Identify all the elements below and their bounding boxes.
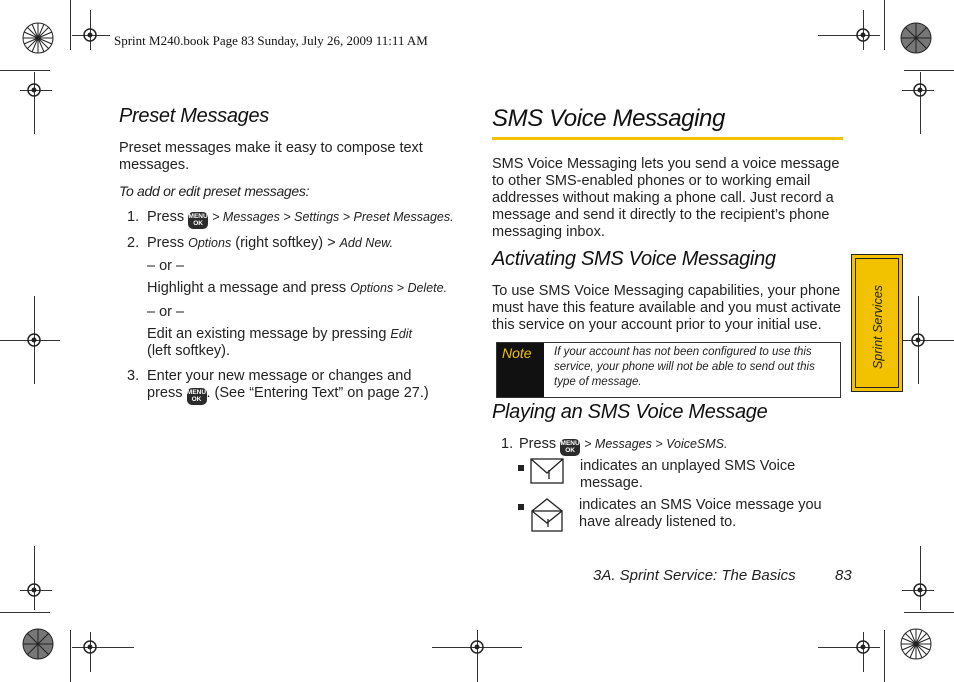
- alt-option-2-cont: (left softkey).: [147, 343, 230, 359]
- bullet: [518, 465, 524, 471]
- step-2: [127, 235, 393, 252]
- alt-option-2: Edit an existing message by pressing Edit: [147, 326, 412, 342]
- color-target-icon: [900, 628, 932, 660]
- crop-line: [904, 612, 954, 613]
- note-box: [496, 342, 841, 398]
- crop-line: [0, 70, 50, 71]
- softkey-label: Options: [188, 236, 232, 250]
- registration-mark-icon: [81, 26, 99, 44]
- step-3: 3. Enter your new message or changes and: [127, 368, 412, 384]
- menu-ok-key-icon: MENU OK: [186, 388, 207, 403]
- registration-mark-icon: [909, 331, 927, 349]
- footer-section: 3A. Sprint Service: The Basics: [593, 567, 796, 584]
- step-text: (right softkey) >: [235, 235, 336, 251]
- step-number: 3.: [127, 368, 140, 384]
- menu-ok-key-icon: MENU OK: [560, 439, 580, 454]
- page-number: 83: [835, 567, 852, 584]
- color-target-icon: [22, 628, 54, 660]
- registration-mark-icon: [911, 581, 929, 599]
- crop-line: [904, 70, 954, 71]
- preset-intro: Preset messages make it easy to compose text messages.: [119, 140, 423, 173]
- crop-line: [34, 546, 35, 610]
- note-text: If your account has not been configured to use this service, your phone will not be able to send out this type of message.: [554, 346, 815, 388]
- step-number: 2.: [127, 235, 140, 251]
- crop-line: [920, 546, 921, 610]
- step-number: 1.: [501, 436, 514, 452]
- play-step-1: 1. Press MENU OK > Messages > VoiceSMS.: [501, 436, 728, 454]
- alt-option-1: Highlight a message and press Options > Delete.: [147, 280, 448, 296]
- unplayed-description: indicates an unplayed SMS Voice message.: [580, 458, 796, 491]
- bullet: [518, 504, 524, 510]
- menu-path: > Messages > VoiceSMS.: [584, 437, 728, 451]
- sms-voice-title: SMS Voice Messaging: [492, 105, 725, 132]
- crop-line: [884, 0, 885, 50]
- registration-mark-icon: [468, 638, 486, 656]
- step-number: 1.: [127, 209, 140, 225]
- side-tab-label: Sprint Services: [871, 284, 885, 370]
- title-underline: [492, 137, 843, 140]
- registration-mark-icon: [81, 638, 99, 656]
- sms-voice-intro: SMS Voice Messaging lets you send a voice message to other SMS-enabled phones or to working email addresses without making a phone call. Just record a message and send it directly to the recipient’s phone messaging inbox.: [492, 156, 840, 240]
- section-side-tab: [851, 254, 903, 392]
- registration-mark-icon: [854, 638, 872, 656]
- step-1: [127, 209, 454, 229]
- side-tab-border: [855, 258, 899, 388]
- menu-ok-key-icon: MENU OK: [188, 212, 208, 227]
- registration-mark-icon: [25, 581, 43, 599]
- registration-mark-icon: [911, 81, 929, 99]
- menu-path: > Messages > Settings > Preset Messages.: [212, 210, 454, 224]
- crop-line: [70, 0, 71, 50]
- activating-text: To use SMS Voice Messaging capabilities, your phone must have this feature available and you must activate this service on your account prior to your initial use.: [492, 283, 841, 333]
- color-target-icon: [22, 22, 54, 54]
- playing-title: Playing an SMS Voice Message: [492, 401, 768, 423]
- step-3-cont: press MENU OK . (See “Entering Text” on page 27.): [147, 385, 429, 403]
- played-description: indicates an SMS Voice message you have already listened to.: [579, 497, 822, 530]
- step-text: Press: [147, 235, 185, 251]
- note-label: Note: [497, 343, 544, 397]
- or-separator: – or –: [147, 258, 185, 274]
- color-target-icon: [900, 22, 932, 54]
- registration-mark-icon: [854, 26, 872, 44]
- preset-messages-title: Preset Messages: [119, 105, 270, 127]
- crop-line: [884, 630, 885, 682]
- unplayed-voice-message-icon: [530, 457, 564, 485]
- crop-line: [70, 630, 71, 682]
- book-header: Sprint M240.book Page 83 Sunday, July 26, 2009 11:11 AM: [114, 33, 428, 48]
- registration-mark-icon: [25, 81, 43, 99]
- registration-mark-icon: [25, 331, 43, 349]
- crop-line: [0, 612, 50, 613]
- menu-item: Add New.: [339, 236, 394, 250]
- played-voice-message-icon: [530, 497, 564, 533]
- preset-subhead: To add or edit preset messages:: [119, 183, 310, 199]
- activating-title: Activating SMS Voice Messaging: [492, 248, 776, 270]
- step-text: Press: [147, 209, 185, 225]
- or-separator: – or –: [147, 304, 185, 320]
